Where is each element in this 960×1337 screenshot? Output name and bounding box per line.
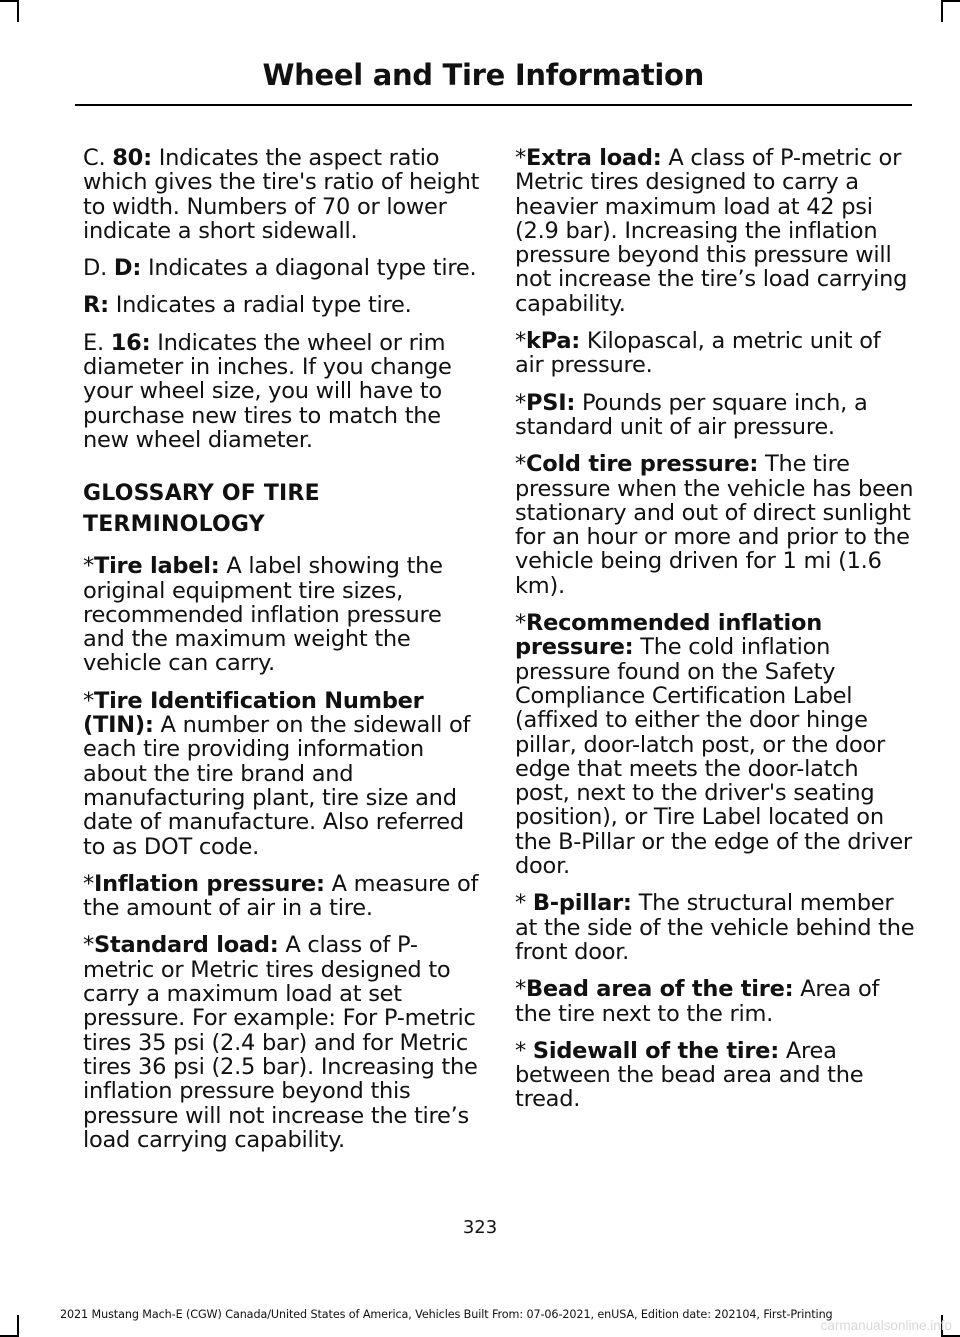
glossary-item	[515, 891, 915, 964]
asterisk: *	[515, 145, 526, 171]
definition: Indicates a diagonal type tire.	[141, 255, 477, 282]
page-title: Wheel and Tire Information	[262, 58, 704, 92]
definition: A number on the sidewall of each tire providing information about the tire brand and manufacturing plant, tire size and date of manufacture. Also referred to as DOT code.	[83, 712, 471, 860]
definition-item	[83, 293, 483, 317]
term: Cold tire pressure:	[526, 451, 759, 478]
glossary-item	[83, 554, 483, 675]
glossary-item	[515, 391, 915, 440]
header-divider	[75, 104, 912, 106]
crop-mark	[0, 0, 18, 2]
item-prefix: C.	[83, 145, 113, 171]
footer-edition-info: 2021 Mustang Mach-E (CGW) Canada/United States of America, Vehicles Built From: 07-06-2021, enUSA, Edition date: 202104, First-Printing	[60, 1308, 833, 1321]
glossary-item	[83, 872, 483, 921]
crop-mark	[942, 0, 960, 2]
glossary-item	[83, 933, 483, 1152]
crop-mark	[17, 1315, 19, 1337]
heading-line: TERMINOLOGY	[83, 512, 265, 538]
glossary-item	[515, 977, 915, 1026]
definition: The cold inflation pressure found on the Safety Compliance Certification Label (affixed to either the door hinge pillar, door-latch post, or the door edge that meets the door-latch post, next to the driver's seating position), or Tire Label located on the B-Pillar or the edge of the driver door.	[515, 634, 912, 880]
definition: Area between the bead area and the tread.	[515, 1037, 864, 1113]
definition: Pounds per square inch, a standard unit of air pressure.	[515, 389, 868, 440]
definition: Indicates the wheel or rim diameter in inches. If you change your wheel size, you will have to purchase new tires to match the new wheel diameter.	[83, 329, 452, 453]
definition: Area of the tire next to the rim.	[515, 976, 880, 1027]
definition-item	[83, 331, 483, 452]
definition: Indicates the aspect ratio which gives the tire's ratio of height to width. Numbers of 70 or lower indicate a short sidewall.	[83, 145, 480, 244]
term: Standard load:	[94, 932, 279, 959]
section-heading	[83, 478, 483, 540]
asterisk: *	[515, 976, 526, 1003]
right-column	[515, 146, 915, 1125]
watermark: carmanualsonline.info	[820, 1318, 952, 1333]
asterisk: *	[515, 389, 526, 416]
term: 80:	[112, 145, 152, 171]
term: R:	[83, 292, 109, 319]
term: Inflation pressure:	[94, 870, 325, 897]
definition-item	[83, 146, 483, 243]
term: PSI:	[526, 389, 576, 416]
asterisk: *	[83, 687, 94, 714]
term: Tire Identification Number (TIN):	[83, 687, 424, 739]
term: Extra load:	[526, 145, 662, 171]
asterisk: *	[515, 328, 526, 355]
definition: The tire pressure when the vehicle has been stationary and out of direct sunlight for an hour or more and prior to the vehicle being driven for 1 mi (1.6 km).	[515, 451, 914, 599]
glossary-item	[515, 1039, 915, 1112]
definition: A measure of the amount of air in a tire.	[83, 870, 479, 922]
term: Bead area of the tire:	[526, 976, 794, 1003]
definition: The structural member at the side of the vehicle behind the front door.	[515, 890, 915, 965]
crop-mark	[941, 0, 943, 22]
asterisk: *	[515, 451, 526, 478]
asterisk: *	[515, 610, 526, 637]
asterisk: *	[515, 890, 533, 917]
glossary-item	[515, 452, 915, 598]
term: Sidewall of the tire:	[532, 1037, 779, 1064]
term: B-pillar:	[532, 890, 632, 917]
term: 16:	[110, 329, 151, 356]
glossary-item	[515, 329, 915, 378]
heading-line: GLOSSARY OF TIRE	[83, 481, 320, 507]
term: D:	[113, 255, 142, 282]
item-prefix: E.	[83, 329, 111, 356]
glossary-item	[83, 689, 483, 859]
definition: Kilopascal, a metric unit of air pressure.	[515, 328, 881, 379]
glossary-item	[515, 611, 915, 878]
definition: A class of P-metric or Metric tires designed to carry a heavier maximum load at 42 psi (2.9 bar). Increasing the inflation pressure beyond this pressure will not increase the tire’s load carrying capability.	[515, 145, 908, 317]
definition: A class of P-metric or Metric tires designed to carry a maximum load at set pressure. For example: For P-metric tires 35 psi (2.4 bar) and for Metric tires 36 psi (2.5 bar). Increasing the inflation pressure beyond this pressure will not increase the tire’s load carrying capability.	[83, 932, 478, 1153]
left-column	[83, 146, 483, 1165]
item-prefix: D.	[83, 255, 114, 282]
asterisk: *	[515, 1037, 533, 1064]
glossary-item	[515, 146, 915, 316]
definition: Indicates a radial type tire.	[108, 292, 412, 319]
term: kPa:	[526, 328, 581, 355]
definition: A label showing the original equipment tire sizes, recommended inflation pressure and the maximum weight the vehicle can carry.	[83, 553, 443, 677]
asterisk: *	[83, 553, 94, 580]
crop-mark	[17, 0, 19, 22]
asterisk: *	[83, 932, 94, 959]
page-number: 323	[462, 1217, 498, 1238]
asterisk: *	[83, 870, 94, 897]
term: Recommended inflation pressure:	[515, 610, 822, 661]
term: Tire label:	[94, 553, 220, 580]
definition-item	[83, 256, 483, 280]
